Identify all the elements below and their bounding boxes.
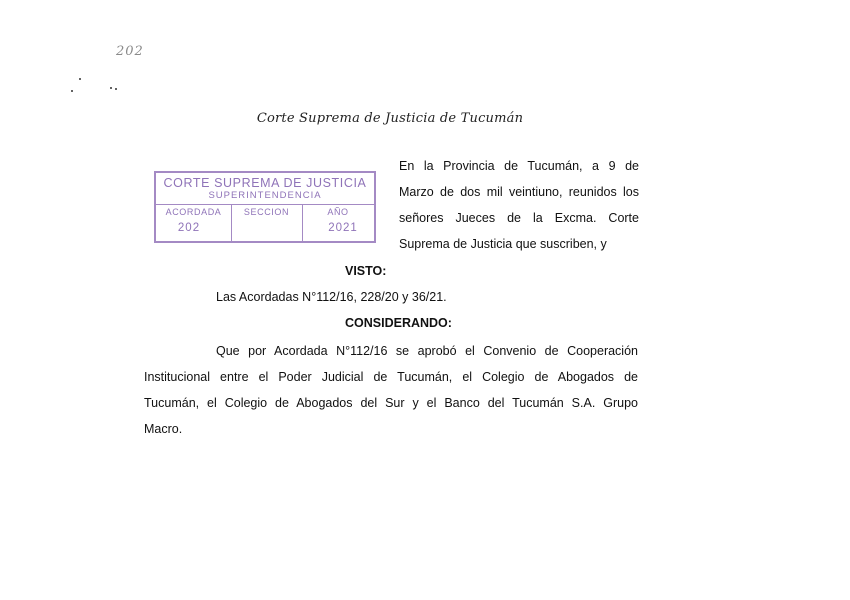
visto-heading: VISTO:: [345, 264, 387, 278]
scan-speck: [79, 78, 81, 80]
intro-line: señores Jueces de la Excma. Corte: [399, 211, 639, 225]
intro-line: Marzo de dos mil veintiuno, reunidos los: [399, 185, 639, 199]
stamp-seccion-label: SECCION: [243, 207, 290, 217]
intro-line: En la Provincia de Tucumán, a 9 de: [399, 159, 639, 173]
visto-body: Las Acordadas N°112/16, 228/20 y 36/21.: [216, 290, 447, 304]
considerando-paragraph: [144, 338, 638, 442]
considerando-line: Institucional entre el Poder Judicial de Tucumán, el Colegio de Abogados de: [144, 370, 638, 384]
intro-paragraph: [399, 153, 639, 257]
considerando-line: Que por Acordada N°112/16 se aprobó el Convenio de Cooperación: [216, 344, 638, 358]
stamp-anio-label: AÑO: [327, 207, 349, 217]
considerando-heading: CONSIDERANDO:: [345, 316, 452, 330]
stamp-acordada-label: ACORDADA: [165, 207, 222, 217]
scan-speck: [71, 90, 73, 92]
scan-speck: [115, 88, 117, 90]
scan-speck: [110, 87, 112, 89]
considerando-line: Macro.: [144, 422, 183, 436]
stamp-title: CORTE SUPREMA DE JUSTICIA: [163, 176, 367, 190]
considerando-line: Tucumán, el Colegio de Abogados del Sur y el Banco del Tucumán S.A. Grupo: [144, 396, 638, 410]
stamp-anio-value: 2021: [328, 222, 358, 234]
registry-stamp: [154, 171, 376, 243]
intro-line: Suprema de Justicia que suscriben, y: [399, 237, 607, 251]
stamp-subtitle: SUPERINTENDENCIA: [208, 190, 322, 201]
handwritten-page-number: 202: [116, 44, 144, 59]
stamp-divider: [156, 204, 374, 205]
stamp-acordada-value: 202: [177, 222, 201, 234]
court-header: Corte Suprema de Justicia de Tucumán: [256, 111, 524, 126]
